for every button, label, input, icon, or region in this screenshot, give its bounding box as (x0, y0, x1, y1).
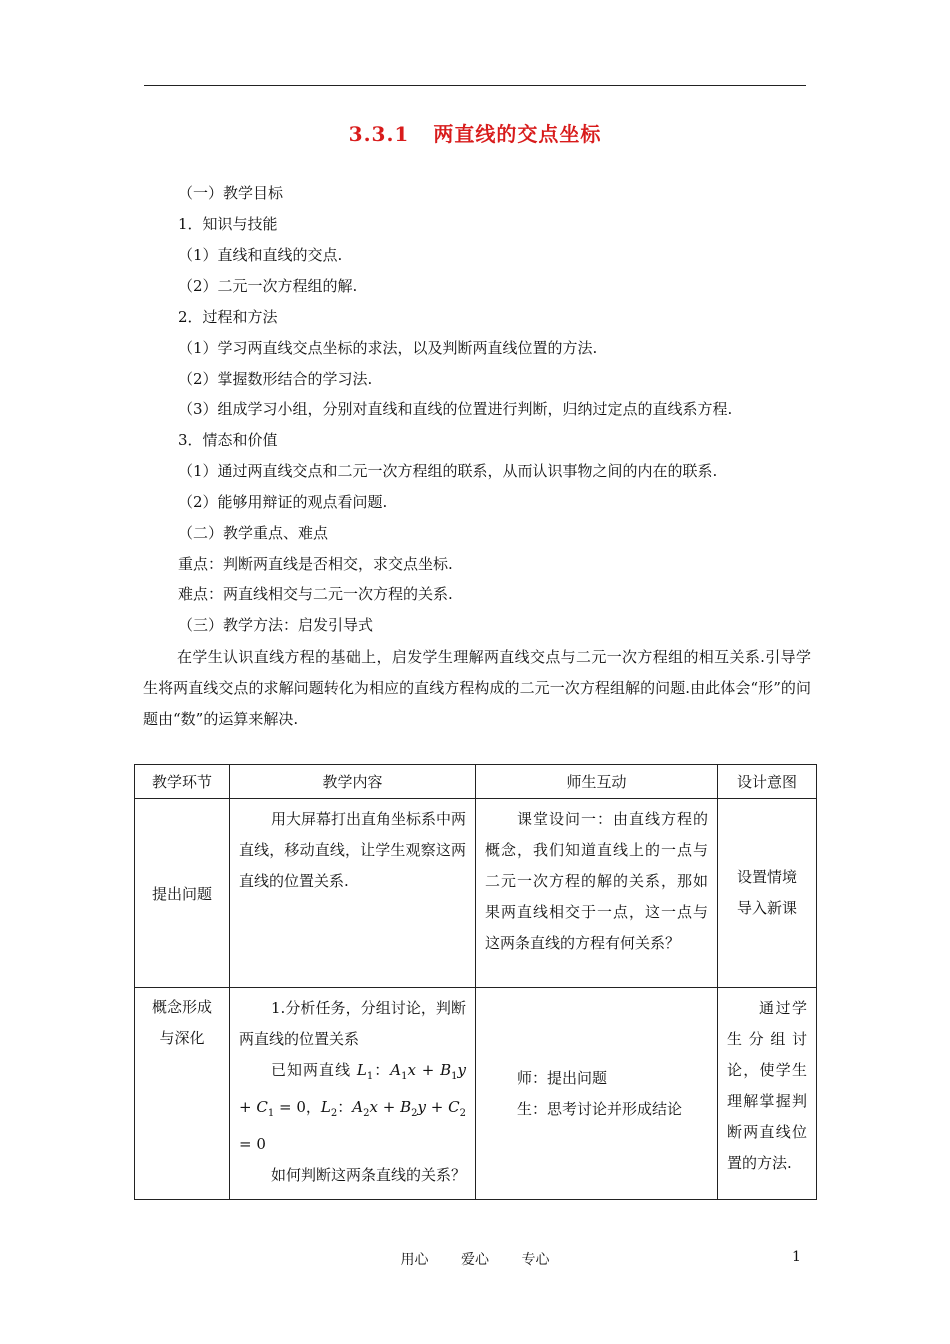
outline-line: （一）教学目标 (178, 184, 284, 202)
operator: = 0 (239, 1135, 266, 1153)
lesson-table (134, 764, 817, 1200)
section-number: 3.3.1 (348, 122, 410, 146)
footer-item: 专心 (521, 1252, 550, 1268)
footer-item: 爱心 (461, 1252, 489, 1268)
var-x: x (407, 1061, 416, 1079)
intent-line: 导入新课 (736, 899, 797, 917)
outline-line: 1．知识与技能 (178, 215, 278, 233)
interaction-line: 生：思考讨论并形成结论 (517, 1099, 683, 1118)
table-row (135, 799, 817, 988)
outline-line: （二）教学重点、难点 (178, 524, 329, 542)
footer-motto (0, 1249, 950, 1269)
outline-line: （1）学习两直线交点坐标的求法，以及判断两直线位置的方法. (178, 339, 598, 357)
operator: + (415, 1061, 441, 1079)
operator: + (377, 1098, 401, 1116)
var-x: x (369, 1098, 378, 1116)
header-rule (144, 85, 806, 86)
subscript: 2 (411, 1108, 418, 1119)
separator: ： (337, 1098, 353, 1116)
intro-paragraph: 在学生认识直线方程的基础上，启发学生理解两直线交点与二元一次方程组的相互关系.引导学生将两直线交点的求解问题转化为相应的直线方程构成的二元一次方程组解的问题.由此体会“形”的问题由“数”的运算来解决. (143, 648, 811, 728)
interaction-text (477, 1059, 716, 1129)
var-L: L (356, 1061, 367, 1079)
stage-cell (135, 988, 230, 1200)
page-title (0, 118, 950, 147)
outline-line: 重点：判断两直线是否相交，求交点坐标. (178, 555, 453, 573)
intent-cell (718, 799, 817, 988)
outline-line: （1）通过两直线交点和二元一次方程组的联系，从而认识事物之间的内在的联系. (178, 462, 718, 480)
stage-line: 与深化 (159, 1029, 205, 1047)
subscript: 1 (267, 1108, 275, 1119)
outline-line: 难点：两直线相交与二元一次方程的关系. (178, 585, 453, 603)
interaction-text: 课堂设问一：由直线方程的概念，我们知道直线上的一点与二元一次方程的解的关系，那如果两直线相交于一点，这一点与这两条直线的方程有何关系？ (485, 810, 708, 952)
interaction-cell (476, 799, 718, 988)
var-A: A (390, 1061, 402, 1079)
equation-paragraph (239, 1055, 466, 1160)
content-paragraph: 如何判断这两条直线的关系？ (271, 1166, 467, 1184)
content-cell (230, 799, 476, 988)
stage-label (139, 988, 225, 1058)
stage-cell (135, 799, 230, 988)
var-C: C (256, 1098, 268, 1116)
var-y: y (457, 1061, 466, 1079)
outline-line: （3）组成学习小组，分别对直线和直线的位置进行判断，归纳过定点的直线系方程. (178, 400, 733, 418)
outline-line: （2）二元一次方程组的解. (178, 277, 358, 295)
title-text: 两直线的交点坐标 (433, 122, 602, 146)
outline-line: （2）能够用辩证的观点看问题. (178, 493, 388, 511)
outline-line: （三）教学方法：启发引导式 (178, 616, 374, 634)
intent-text: 通过学生分组讨论，使学生理解掌握判断两直线位置的方法. (727, 999, 807, 1172)
operator: + (426, 1098, 449, 1116)
intent-cell (718, 988, 817, 1200)
interaction-line: 师：提出问题 (517, 1068, 608, 1087)
equation-lead: 已知两直线 (271, 1061, 357, 1079)
footer-item: 用心 (400, 1252, 429, 1268)
subscript: 1 (451, 1071, 458, 1082)
subscript: 1 (401, 1071, 408, 1082)
subscript: 2 (459, 1108, 467, 1119)
intent-line: 设置情境 (736, 868, 797, 886)
table-header-row (135, 765, 817, 799)
outline-line: 2．过程和方法 (178, 308, 278, 326)
outline-line: （1）直线和直线的交点. (178, 246, 343, 264)
stage-line: 概念形成 (151, 998, 212, 1016)
var-B: B (400, 1098, 412, 1116)
operator: = 0， (274, 1098, 321, 1116)
header-stage: 教学环节 (135, 765, 230, 799)
table-row (135, 988, 817, 1200)
intent-text (719, 858, 815, 928)
outline-line: 3．情态和价值 (178, 431, 278, 449)
content-text: 用大屏幕打出直角坐标系中两直线，移动直线，让学生观察这两直线的位置关系. (239, 810, 467, 890)
var-A: A (352, 1098, 364, 1116)
header-intent: 设计意图 (718, 765, 817, 799)
var-C: C (448, 1098, 460, 1116)
var-y: y (417, 1098, 427, 1116)
header-content: 教学内容 (230, 765, 476, 799)
subscript: 2 (330, 1108, 338, 1119)
content-text (231, 989, 474, 1195)
page-number: 1 (792, 1249, 801, 1265)
var-B: B (440, 1061, 452, 1079)
stage-label: 提出问题 (151, 884, 212, 903)
outline-line: （2）掌握数形结合的学习法. (178, 370, 373, 388)
var-L: L (320, 1098, 331, 1116)
subscript: 1 (366, 1071, 374, 1082)
interaction-cell (476, 988, 718, 1200)
operator: + (239, 1098, 257, 1116)
content-paragraph: 1.分析任务，分组讨论，判断两直线的位置关系 (239, 999, 466, 1048)
content-cell (230, 988, 476, 1200)
separator: ： (373, 1061, 391, 1079)
header-interaction: 师生互动 (476, 765, 718, 799)
subscript: 2 (363, 1108, 370, 1119)
